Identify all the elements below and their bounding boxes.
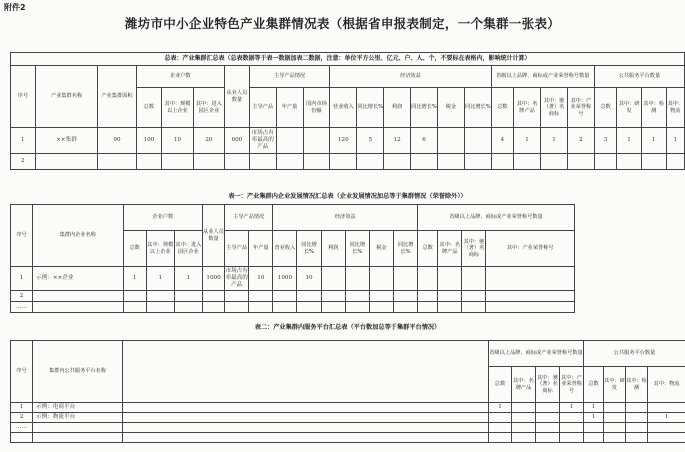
col-famous-mark: 其中：驰（著）名商标 bbox=[541, 88, 568, 128]
table-row bbox=[11, 403, 685, 413]
col-total: 总数 bbox=[136, 88, 162, 128]
cell-area: 90 bbox=[98, 128, 136, 154]
cell-seq: …… bbox=[11, 423, 33, 433]
col-yoy-profit: 同比增长% bbox=[411, 88, 438, 128]
cell-total: 100 bbox=[136, 128, 162, 154]
cell-domestic-share bbox=[303, 128, 330, 154]
table1-caption: 表一：产业集群内企业发展情况汇总表（企业发展情况加总等于集群情况（荣誉除外）） bbox=[228, 193, 467, 200]
col-platform-test: 其中：检测 bbox=[626, 367, 648, 403]
cell-in-park: 20 bbox=[193, 128, 224, 154]
table-row bbox=[11, 433, 685, 443]
col-brand: 省级以上品牌、商标或产业荣誉称号数量 bbox=[418, 205, 575, 231]
col-tax: 税金 bbox=[369, 231, 393, 267]
cell-profit: 12 bbox=[384, 128, 411, 154]
cell-yoy-revenue: 10 bbox=[297, 267, 321, 291]
col-revenue: 营业收入 bbox=[330, 88, 357, 128]
col-enterprise-count: 企业户数 bbox=[136, 66, 225, 88]
cell-platform-test: 1 bbox=[641, 128, 666, 154]
table-row bbox=[11, 154, 685, 170]
col-famous-mark: 其中：驰（著）名商标 bbox=[462, 231, 486, 267]
cell-annual-output: 10 bbox=[249, 267, 273, 291]
col-yoy-revenue: 同比增长% bbox=[357, 88, 384, 128]
col-yoy-revenue: 同比增长% bbox=[297, 231, 321, 267]
col-brand: 省级以上品牌、商标或产业荣誉称号数量 bbox=[489, 341, 584, 367]
col-above-scale: 其中：规模以上企业 bbox=[146, 231, 174, 267]
col-platform-rd: 其中：研发 bbox=[617, 88, 642, 128]
cell-total: 1 bbox=[123, 267, 146, 291]
col-platform-name: 集群内公共服务平台名称 bbox=[33, 341, 123, 403]
cell-revenue: 1000 bbox=[273, 267, 297, 291]
cell-name: 示例：××企业 bbox=[33, 267, 123, 291]
page-title: 潍坊市中小企业特色产业集群情况表（根据省申报表制定，一个集群一张表） bbox=[124, 16, 561, 31]
col-econ: 经济效益 bbox=[330, 66, 491, 88]
cell-above-scale: 1 bbox=[146, 267, 174, 291]
cell-brand-total: 4 bbox=[491, 128, 513, 154]
col-in-park: 其中：进入园区企业 bbox=[193, 88, 224, 128]
col-platform-logistics: 其中：物流 bbox=[648, 367, 685, 403]
col-profit: 利润 bbox=[321, 231, 345, 267]
cell-platform-total: 1 bbox=[584, 403, 604, 413]
cell-honor: 2 bbox=[567, 128, 594, 154]
col-brand-total: 总数 bbox=[418, 231, 438, 267]
cell-seq: 1 bbox=[11, 128, 36, 154]
attachment-label: 附件2 bbox=[4, 3, 26, 12]
cell-main-product: 市场占有率最高的产品 bbox=[249, 128, 276, 154]
cell-honor: 1 bbox=[560, 403, 584, 413]
cell-yoy-tax bbox=[464, 128, 491, 154]
col-main-product: 主导产品 bbox=[225, 231, 249, 267]
col-brand-product: 其中：名牌产品 bbox=[512, 367, 536, 403]
summary-table bbox=[10, 52, 685, 170]
table-row bbox=[11, 291, 575, 302]
col-brand-product: 其中：名牌产品 bbox=[514, 88, 541, 128]
col-employees: 从业人员数量 bbox=[225, 66, 250, 128]
col-enterprise-name: 集群内企业名称 bbox=[33, 205, 123, 267]
col-in-park: 其中：进入园区企业 bbox=[174, 231, 202, 267]
cell-seq: 1 bbox=[11, 267, 33, 291]
table-row bbox=[11, 128, 685, 154]
cell-yoy-profit: 6 bbox=[411, 128, 438, 154]
cell-name: 示例：物流平台 bbox=[33, 413, 123, 423]
cell-above-scale: 10 bbox=[162, 128, 193, 154]
cell-platform-logistics: 1 bbox=[666, 128, 684, 154]
col-annual-output: 年产量 bbox=[249, 231, 273, 267]
col-platform-total: 总数 bbox=[584, 367, 604, 403]
col-main-products: 主导产品情况 bbox=[249, 66, 330, 88]
col-brand: 省级以上品牌、商标或产业荣誉称号数量 bbox=[491, 66, 594, 88]
col-econ: 经济效益 bbox=[273, 205, 418, 231]
col-honor: 其中：产业荣誉称号 bbox=[567, 88, 594, 128]
cell-brand-total: 1 bbox=[489, 403, 512, 413]
cell-seq: …… bbox=[11, 302, 33, 313]
col-enterprise-count: 企业户数 bbox=[123, 205, 202, 231]
col-revenue: 营业收入 bbox=[273, 231, 297, 267]
table-row bbox=[11, 267, 575, 291]
col-cluster-name: 产业集群名称 bbox=[35, 66, 98, 128]
cell-famous-mark: 1 bbox=[541, 128, 568, 154]
cell-platform-logistics: 1 bbox=[648, 413, 685, 423]
cell-main-product: 市场占有率最高的产品 bbox=[225, 267, 249, 291]
col-platform-total: 总数 bbox=[594, 88, 616, 128]
col-yoy-tax: 同比增长% bbox=[464, 88, 491, 128]
col-seq: 序号 bbox=[11, 205, 33, 267]
cell-employees: 1000 bbox=[202, 267, 224, 291]
col-brand-total: 总数 bbox=[491, 88, 513, 128]
col-platform-test: 其中：检测 bbox=[641, 88, 666, 128]
enterprise-table bbox=[10, 204, 575, 313]
col-profit: 利润 bbox=[384, 88, 411, 128]
col-brand-total: 总数 bbox=[489, 367, 512, 403]
col-yoy-profit: 同比增长% bbox=[345, 231, 369, 267]
cell-platform-rd: 1 bbox=[617, 128, 642, 154]
col-employees: 从业人员数量 bbox=[202, 205, 224, 267]
cell-seq: 2 bbox=[11, 413, 33, 423]
cell-seq: 1 bbox=[11, 403, 33, 413]
table-row bbox=[11, 413, 685, 423]
col-total: 总数 bbox=[123, 231, 146, 267]
col-area: 产业集群面积 bbox=[98, 66, 136, 128]
cell-employees: 600 bbox=[225, 128, 250, 154]
cell-revenue: 120 bbox=[330, 128, 357, 154]
col-main-products: 主导产品情况 bbox=[225, 205, 273, 231]
col-honor: 其中：产业荣誉称号 bbox=[560, 367, 584, 403]
cell-name: 示例：电商平台 bbox=[33, 403, 123, 413]
cell-in-park: 1 bbox=[174, 267, 202, 291]
col-domestic-share: 国内市场份额 bbox=[303, 88, 330, 128]
cell-annual-output bbox=[276, 128, 303, 154]
col-annual-output: 年产量 bbox=[276, 88, 303, 128]
cell-tax bbox=[437, 128, 464, 154]
summary-caption: 总表：产业集群汇总表（总表数据等于表一数据加表二数据，注意：单位平方公里、亿元、户、人、个，不要标在表格内，影响统计计算） bbox=[11, 53, 685, 66]
col-main-product: 主导产品 bbox=[249, 88, 276, 128]
col-brand-product: 其中：名牌产品 bbox=[438, 231, 462, 267]
col-yoy-tax: 同比增长% bbox=[393, 231, 417, 267]
col-famous-mark: 其中：驰（著）名商标 bbox=[536, 367, 560, 403]
cell-brand-product: 1 bbox=[514, 128, 541, 154]
cell-platform-total: 1 bbox=[584, 413, 604, 423]
table-row bbox=[11, 302, 575, 313]
col-platform-logistics: 其中：物流 bbox=[666, 88, 684, 128]
col-platform: 公共服务平台数量 bbox=[594, 66, 684, 88]
col-platform: 公共服务平台数量 bbox=[584, 341, 685, 367]
cell-seq: 2 bbox=[11, 291, 33, 302]
col-above-scale: 其中：规模以上企业 bbox=[162, 88, 193, 128]
col-honor: 其中：产业荣誉称号 bbox=[486, 231, 575, 267]
cell-name: ××集群 bbox=[35, 128, 98, 154]
cell-platform-total: 3 bbox=[594, 128, 616, 154]
cell-seq: 2 bbox=[11, 154, 36, 170]
cell-yoy-revenue: 5 bbox=[357, 128, 384, 154]
table-row bbox=[11, 423, 685, 433]
col-seq: 序号 bbox=[11, 341, 33, 403]
col-seq: 序号 bbox=[11, 66, 36, 128]
col-platform-rd: 其中：研发 bbox=[604, 367, 626, 403]
col-tax: 税金 bbox=[437, 88, 464, 128]
platform-table bbox=[10, 340, 685, 443]
table2-caption: 表二：产业集群内服务平台汇总表（平台数加总等于集群平台情况） bbox=[254, 324, 441, 331]
